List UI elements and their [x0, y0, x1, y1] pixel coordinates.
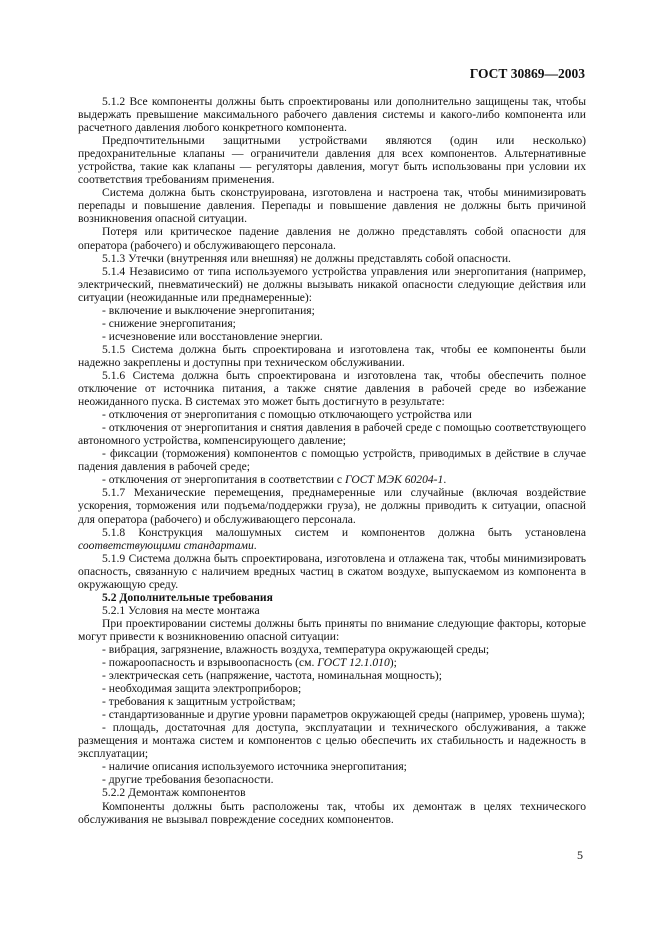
list-item: - отключения от энергопитания и снятия давления в рабочей среде с помощью соответствующего автономного устройства, компенсирующего давление; [78, 421, 586, 448]
paragraph-5-1-2: 5.1.2 Все компоненты должны быть спроектированы или дополнительно защищены так, чтобы выдержать превышение максимального рабочего давления системы и какого-либо компонента или расчетного давления любого конкретного компонента. [78, 95, 586, 135]
standard-reference: ГОСТ МЭК 60204-1 [344, 473, 444, 487]
paragraph-dismantling: Компоненты должны быть расположены так, чтобы их демонтаж в целях технического обслуживания не вызывал повреждение соседних компонентов. [78, 799, 586, 826]
list-item: - другие требования безопасности. [102, 773, 274, 787]
page-number: 5 [577, 848, 583, 862]
paragraph-text: 5.1.8 Конструкция малошумных систем и компонентов должна быть установлена [102, 525, 586, 539]
list-item: - включение и выключение энергопитания; [102, 303, 315, 317]
section-heading-5-2: 5.2 Дополнительные требования [102, 590, 273, 604]
paragraph-pressure-fluctuations: Система должна быть сконструирована, изготовлена и настроена так, чтобы минимизировать перепады и повышение давления. Перепады и повышение давления не должны быть причиной возникновения опасной ситуации. [78, 186, 586, 226]
list-item: - вибрация, загрязнение, влажность воздуха, температура окружающей среды; [102, 642, 490, 656]
list-item-suffix: . [443, 473, 447, 487]
list-item-suffix: ); [389, 656, 397, 670]
paragraph-5-1-9: 5.1.9 Система должна быть спроектирована, изготовлена и отлажена так, чтобы минимизировать опасность, связанную с наличием вредных частиц в сжатом воздухе, выпускаемом из компонента в окружающую среду. [78, 551, 586, 591]
list-item [78, 473, 586, 486]
list-item: - электрическая сеть (напряжение, частота, номинальная мощность); [102, 669, 443, 683]
paragraph-5-1-6: 5.1.6 Система должна быть спроектирована и изготовлена так, чтобы обеспечить полное отключение от источника питания, а также снятие давления в рабочей среде во избежание неожиданного пуска. В системах это может быть достигнуто в результате: [78, 368, 586, 409]
list-item: - стандартизованные и другие уровни параметров окружающей среды (например, уровень шума); [102, 708, 585, 722]
list-item: - снижение энергопитания; [102, 316, 236, 330]
document-body [78, 95, 586, 826]
paragraph-suffix: . [253, 538, 257, 552]
list-item: - необходимая защита электроприборов; [102, 682, 302, 696]
paragraph-5-1-4: 5.1.4 Независимо от типа используемого устройства управления или энергопитания (например, электрический, пневматический) не должны вызывать никакой опасности следующие действия или ситуации (неожиданные или преднамеренные): [78, 264, 586, 304]
standard-reference: ГОСТ 12.1.010 [317, 656, 390, 670]
list-item: - наличие описания используемого источника энергопитания; [102, 760, 407, 774]
subsection-heading-5-2-2: 5.2.2 Демонтаж компонентов [102, 786, 246, 800]
list-item [78, 656, 586, 669]
paragraph-5-1-5: 5.1.5 Система должна быть спроектирована и изготовлена так, чтобы ее компоненты были надежно закреплены и доступны при техническом обслуживании. [78, 342, 586, 369]
list-item: - требования к защитным устройствам; [102, 695, 296, 709]
paragraph-factors-intro: При проектировании системы должны быть приняты по внимание следующие факторы, которые могут привести к возникновению опасной ситуации: [78, 616, 586, 643]
paragraph-5-1-8 [78, 526, 586, 552]
list-item-text: - отключения от энергопитания в соответствии с [102, 473, 345, 487]
paragraph-5-1-7: 5.1.7 Механические перемещения, преднамеренные или случайные (включая воздействие ускорения, торможения или подъема/поддержки груза), не должны приводить к ситуации, опасной для оператора (рабочего) и обслуживающего персонала. [78, 486, 586, 526]
list-item-text: - пожароопасность и взрывоопасность (см. [102, 656, 318, 670]
paragraph-5-1-3: 5.1.3 Утечки (внутренняя или внешняя) не должны представлять собой опасности. [102, 251, 511, 265]
list-item: - исчезновение или восстановление энергии. [102, 329, 323, 343]
list-item: - фиксации (торможения) компонентов с помощью устройств, приводимых в действие в случае падения давления в рабочей среде; [78, 447, 586, 474]
paragraph-protective-devices: Предпочтительными защитными устройствами являются (один или несколько) предохранительные клапаны — ограничители давления для всех компонентов. Альтернативные устройства, такие как клапаны — регуляторы давления, могут быть использованы при условии их соответствия требованиям применения. [78, 134, 586, 187]
subsection-heading-5-2-1: 5.2.1 Условия на месте монтажа [102, 603, 260, 617]
list-item: - отключения от энергопитания с помощью отключающего устройства или [102, 408, 472, 422]
document-code: ГОСТ 30869—2003 [469, 66, 585, 81]
standards-reference: соответствующими стандартами [78, 538, 254, 552]
paragraph-pressure-loss: Потеря или критическое падение давления не должно представлять собой опасности для оператора (рабочего) и обслуживающего персонала. [78, 225, 586, 252]
list-item: - площадь, достаточная для доступа, эксплуатации и технического обслуживания, а также размещения и монтажа систем и компонентов с целью обеспечить их стабильность и надежность в эксплуатации; [78, 721, 586, 761]
